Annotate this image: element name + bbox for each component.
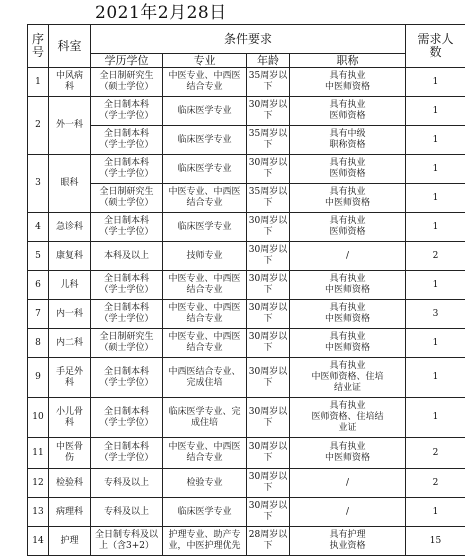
table-row — [28, 155, 465, 184]
cell-edu: 全日制本科 （学士学位） — [91, 271, 163, 300]
table-row — [28, 271, 465, 300]
cell-major: 检验专业 — [163, 469, 247, 498]
cell-count: 2 — [406, 438, 465, 469]
cell-title: 具有执业 医师资格 — [290, 213, 406, 242]
table-row — [28, 242, 465, 271]
cell-dept: 护理 — [49, 527, 91, 556]
cell-edu: 全日制本科 （学士学位） — [91, 438, 163, 469]
table-row — [28, 358, 465, 398]
cell-count: 1 — [406, 126, 465, 155]
subheader-row — [28, 54, 465, 68]
cell-age: 35周岁以 下 — [247, 184, 290, 213]
cell-dept: 外一科 — [49, 97, 91, 155]
cell-age: 30周岁以 下 — [247, 155, 290, 184]
cell-title: 具有中级 职称资格 — [290, 126, 406, 155]
cell-edu: 全日制本科 （学士学位） — [91, 97, 163, 126]
cell-age: 30周岁以 下 — [247, 469, 290, 498]
cell-count: 2 — [406, 469, 465, 498]
cell-seq: 7 — [28, 300, 49, 329]
cell-seq: 3 — [28, 155, 49, 213]
cell-edu: 本科及以上 — [91, 242, 163, 271]
cell-count: 1 — [406, 213, 465, 242]
table-row — [28, 438, 465, 469]
document-date: 2021年2月28日 — [95, 3, 227, 23]
table-row — [28, 213, 465, 242]
cell-dept: 病理科 — [49, 498, 91, 527]
cell-dept: 内一科 — [49, 300, 91, 329]
cell-seq: 4 — [28, 213, 49, 242]
table-row — [28, 68, 465, 97]
cell-seq: 1 — [28, 68, 49, 97]
cell-dept: 眼科 — [49, 155, 91, 213]
cell-title: 具有执业 医师资格、住培结 业证 — [290, 398, 406, 438]
cell-major: 中医专业、中西医 结合专业 — [163, 300, 247, 329]
cell-age: 35周岁以 下 — [247, 68, 290, 97]
cell-title: 具有执业 医师资格 — [290, 97, 406, 126]
cell-title: 具有执业 中医师资格 — [290, 271, 406, 300]
cell-title: 具有执业 中医师资格、住培 结业证 — [290, 358, 406, 398]
cell-age: 30周岁以 下 — [247, 300, 290, 329]
cell-edu: 全日制研究生 （硕士学位） — [91, 184, 163, 213]
cell-seq: 8 — [28, 329, 49, 358]
cell-dept: 中风病 科 — [49, 68, 91, 97]
cell-seq: 11 — [28, 438, 49, 469]
table-row — [28, 184, 465, 213]
cell-count: 2 — [406, 242, 465, 271]
header-major: 专业 — [163, 54, 247, 68]
cell-count: 1 — [406, 498, 465, 527]
cell-major: 中西医结合专业、 完成住培 — [163, 358, 247, 398]
cell-edu: 全日制本科 （学士学位） — [91, 358, 163, 398]
cell-title: / — [290, 469, 406, 498]
cell-age: 30周岁以 下 — [247, 242, 290, 271]
cell-edu: 专科及以上 — [91, 469, 163, 498]
cell-title: / — [290, 498, 406, 527]
cell-major: 中医专业、中西医 结合专业 — [163, 438, 247, 469]
cell-seq: 14 — [28, 527, 49, 556]
cell-count: 1 — [406, 184, 465, 213]
cell-edu: 全日制专科及以 上（含3+2） — [91, 527, 163, 556]
cell-major: 中医专业、中西医 结合专业 — [163, 184, 247, 213]
cell-age: 30周岁以 下 — [247, 438, 290, 469]
cell-edu: 专科及以上 — [91, 498, 163, 527]
cell-dept: 检验科 — [49, 469, 91, 498]
cell-edu: 全日制研究生 （硕士学位） — [91, 68, 163, 97]
header-age: 年龄 — [247, 54, 290, 68]
cell-edu: 全日制本科 （学士学位） — [91, 213, 163, 242]
cell-title: 具有执业 中医师资格 — [290, 184, 406, 213]
cell-age: 35周岁以 下 — [247, 126, 290, 155]
cell-title: 具有执业 中医师资格 — [290, 68, 406, 97]
table-row — [28, 97, 465, 126]
table-row — [28, 398, 465, 438]
cell-age: 30周岁以 下 — [247, 358, 290, 398]
cell-seq: 10 — [28, 398, 49, 438]
cell-dept: 儿科 — [49, 271, 91, 300]
cell-seq: 12 — [28, 469, 49, 498]
cell-edu: 全日制本科 （学士学位） — [91, 126, 163, 155]
cell-count: 1 — [406, 155, 465, 184]
cell-major: 临床医学专业、完 成住培 — [163, 398, 247, 438]
table-row — [28, 469, 465, 498]
cell-edu: 全日制本科 （学士学位） — [91, 398, 163, 438]
cell-seq: 13 — [28, 498, 49, 527]
cell-dept: 中医骨 伤 — [49, 438, 91, 469]
cell-age: 30周岁以 下 — [247, 213, 290, 242]
cell-dept: 手足外 科 — [49, 358, 91, 398]
cell-major: 临床医学专业 — [163, 155, 247, 184]
cell-major: 中医专业、中西医 结合专业 — [163, 271, 247, 300]
cell-edu: 全日制本科 （学士学位） — [91, 300, 163, 329]
header-edu: 学历学位 — [91, 54, 163, 68]
header-count: 需求人 数 — [406, 25, 465, 68]
cell-major: 技师专业 — [163, 242, 247, 271]
table-row — [28, 498, 465, 527]
cell-age: 30周岁以 下 — [247, 398, 290, 438]
cell-seq: 6 — [28, 271, 49, 300]
cell-major: 临床医学专业 — [163, 213, 247, 242]
cell-count: 1 — [406, 271, 465, 300]
recruitment-table — [27, 24, 465, 556]
cell-age: 30周岁以 下 — [247, 498, 290, 527]
cell-count: 15 — [406, 527, 465, 556]
cell-edu: 全日制研究生 （硕士学位） — [91, 329, 163, 358]
cell-count: 1 — [406, 398, 465, 438]
cell-title: / — [290, 242, 406, 271]
cell-dept: 急诊科 — [49, 213, 91, 242]
cell-title: 具有执业 医师资格 — [290, 155, 406, 184]
cell-age: 30周岁以 下 — [247, 97, 290, 126]
cell-major: 中医专业、中西医 结合专业 — [163, 329, 247, 358]
table-row — [28, 126, 465, 155]
cell-major: 中医专业、中西医 结合专业 — [163, 68, 247, 97]
table-row — [28, 329, 465, 358]
cell-count: 1 — [406, 97, 465, 126]
cell-major: 护理专业、助产专 业，中医护理优先 — [163, 527, 247, 556]
cell-dept: 小儿骨 科 — [49, 398, 91, 438]
cell-major: 临床医学专业 — [163, 97, 247, 126]
cell-age: 30周岁以 下 — [247, 271, 290, 300]
cell-age: 30周岁以 下 — [247, 329, 290, 358]
header-seq: 序 号 — [28, 25, 49, 68]
cell-title: 具有执业 中医师资格 — [290, 438, 406, 469]
cell-title: 具有执业 中医师资格 — [290, 329, 406, 358]
cell-title: 具有护理 执业资格 — [290, 527, 406, 556]
cell-title: 具有执业 中医师资格 — [290, 300, 406, 329]
cell-major: 临床医学专业 — [163, 498, 247, 527]
cell-age: 28周岁以 下 — [247, 527, 290, 556]
cell-count: 1 — [406, 358, 465, 398]
header-title: 职称 — [290, 54, 406, 68]
cell-count: 1 — [406, 68, 465, 97]
table-row — [28, 300, 465, 329]
header-conditions: 条件要求 — [91, 25, 406, 54]
cell-dept: 康复科 — [49, 242, 91, 271]
cell-edu: 全日制本科 （学士学位） — [91, 155, 163, 184]
cell-seq: 2 — [28, 97, 49, 155]
cell-count: 1 — [406, 329, 465, 358]
header-row — [28, 25, 465, 54]
table-row — [28, 527, 465, 556]
cell-major: 临床医学专业 — [163, 126, 247, 155]
header-dept: 科室 — [49, 25, 91, 68]
cell-seq: 5 — [28, 242, 49, 271]
cell-count: 3 — [406, 300, 465, 329]
cell-seq: 9 — [28, 358, 49, 398]
cell-dept: 内二科 — [49, 329, 91, 358]
